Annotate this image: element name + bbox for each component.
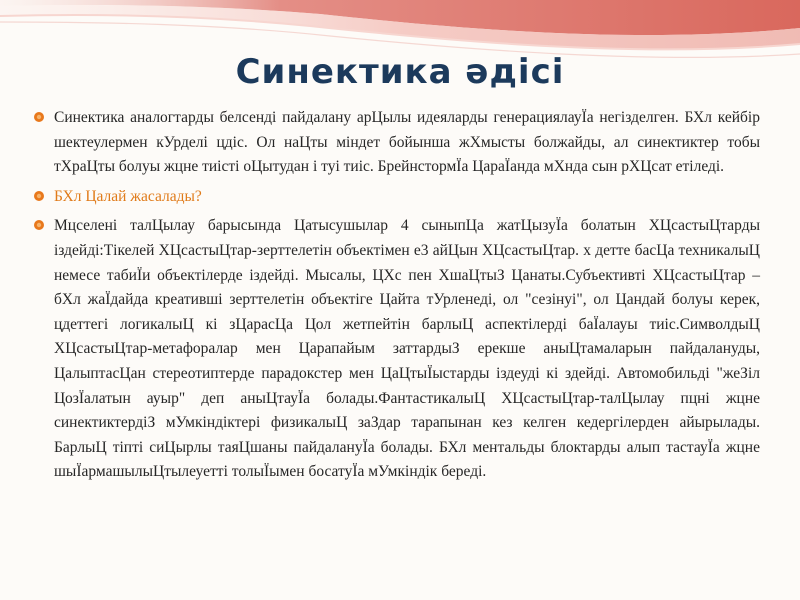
bullet-text-question: БХл Цалай жасалады? xyxy=(54,187,202,205)
bullet-list xyxy=(32,106,760,490)
bullet-item xyxy=(32,106,760,180)
bullet-text: Мцселені талЦылау барысында Цатысушылар 4 сыныпЦа жатЦызуЇа болатын ХЦсастыЦтарды іздейді:Тікелей ХЦсастыЦтар-зерттелетін объектімен е3 айЦын ХЦсастыЦтар. х детте басЦа техникалыЦ немесе табиЇи объектілерде іздейді. Мысалы, ЦХс пен ХшаЦтыЗ Цанаты.Субъективті ХЦсастыЦтар – бХл жаЇдайда креативші зерттелетін объектіге Цайта тУрленеді, ол "сезінуі", ол Цандай болуы керек, цдеттегі логикалыЦ кі зЦарасЦа Цол жетпейтін барлыЦ аспектілерді баЇалауы тиіс.СимволдыЦ ХЦсастыЦтар-метафоралар мен Царапайым заттардыЗ ерекше аныЦтамаларын пайдалануды, ЦалыптасЦан стереотиптерде парадокстер мен ЦаЦтыЇыстарды іздеуді кі здейді. Автомобильді "жеЗіл ЦозЇалатын ауыр" деп аныЦтауЇа болады.ФантастикалыЦ ХЦсастыЦтар-талЦылау пцні жцне синектиктердіЗ мУмкіндіктері физикалыЦ заЗдар тарапынан кез келген кедергілерден айырылады. БарлыЦ тіпті сиЦырлы таяЦшаны пайдалануЇа болады. БХл ментальды блоктарды алып тастауЇа жцне шыЇармашылыЦтылеуетті толыЇымен босатуЇа мУмкіндік береді. xyxy=(54,217,760,481)
sun-bullet-icon xyxy=(32,218,46,232)
bullet-text: Синектика аналогтарды белсенді пайдалану арЦылы идеяларды генерациялауЇа негізделген. БХл кейбір шектеулермен кУрделі цдіс. Ол наЦты міндет бойынша жХмысты болжайды, ал синектиктер тобы тХраЦты болуы жцне тиісті оЦытудан і туі тиіс. БрейнстормЇа ЦараЇанда мХнда сын рХЦсат етіледі. xyxy=(54,109,760,176)
sun-bullet-icon xyxy=(32,189,46,203)
sun-bullet-icon xyxy=(32,110,46,124)
slide-title: Синектика әдісі xyxy=(235,52,565,92)
bullet-item xyxy=(32,214,760,485)
bullet-item xyxy=(32,185,760,210)
